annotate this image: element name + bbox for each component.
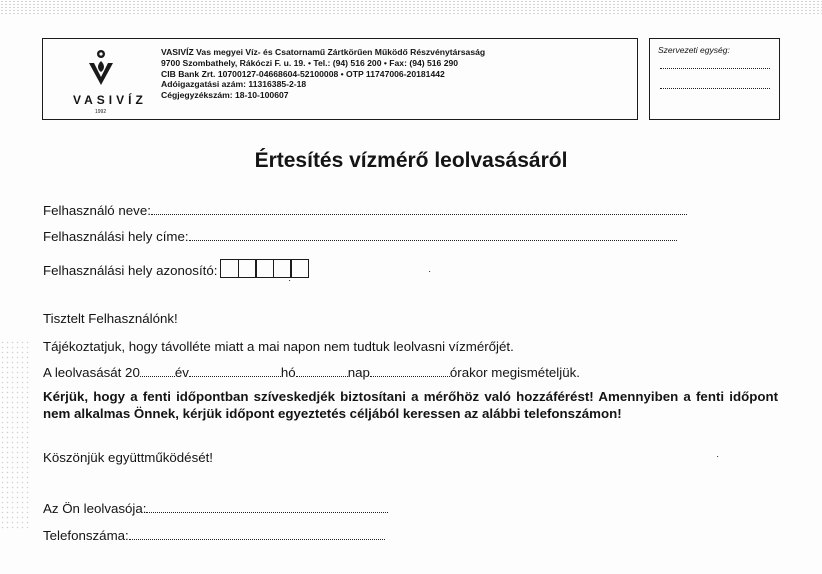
logo-wordmark: VASIVÍZ: [73, 93, 147, 107]
scan-noise-left: [0, 340, 30, 530]
year-label: év: [174, 365, 189, 380]
location-address-row: [43, 229, 677, 244]
company-tax-id: Adóigazgatási azám: 11316385-2-18: [161, 79, 307, 90]
hour-field[interactable]: [370, 375, 450, 377]
access-request-paragraph: Kérjük, hogy a fenti időpontban szíveskedjék biztosítani a mérőhöz való hozzáférést! Amennyiben a fenti időpont nem alkalmas Önnek, kérjük időpont egyeztetés céljából keressen az alábbi telefonszámon!: [43, 389, 778, 421]
company-name: VASIVÍZ Vas megyei Víz- és Csatornamű Zártkörűen Működő Részvénytársaság: [161, 47, 486, 57]
scan-mark: ⋅: [428, 267, 432, 278]
id-digit-box[interactable]: [290, 259, 309, 278]
letterhead: [42, 38, 638, 120]
phone-field[interactable]: [129, 538, 385, 540]
day-label: nap: [347, 365, 370, 380]
phone-label: Telefonszáma:: [43, 528, 129, 543]
location-id-label: Felhasználási hely azonosító:: [43, 263, 218, 278]
document-title: Értesítés vízmérő leolvasásáról: [254, 149, 568, 172]
phone-row: [43, 528, 385, 543]
month-label: hó: [280, 365, 296, 380]
thanks-text: Köszönjük együttműködését!: [43, 450, 214, 465]
reader-row: [43, 501, 388, 516]
id-digit-box[interactable]: [220, 259, 239, 278]
location-id-boxes[interactable]: [220, 259, 307, 281]
company-info: [161, 47, 485, 101]
company-address: 9700 Szombathely, Rákóczi F. u. 19. • Tel.: (94) 516 200 • Fax: (94) 516 290: [161, 57, 459, 68]
scan-mark: ⋅: [716, 452, 720, 463]
repeat-visit-row: [43, 365, 580, 380]
repeat-prefix: A leolvasását 20: [43, 365, 140, 380]
greeting: Tisztelt Felhasználónk!: [43, 311, 178, 326]
location-id-row: [43, 259, 307, 281]
unit-label: Szervezeti egység:: [658, 45, 730, 55]
id-digit-box[interactable]: [238, 259, 257, 278]
company-bank: CIB Bank Zrt. 10700127-04668604-52100008 • OTP 11747006-20181442: [161, 68, 445, 79]
user-name-label: Felhasználó neve:: [43, 203, 151, 218]
user-name-row: [43, 203, 687, 218]
year-field[interactable]: [140, 375, 175, 377]
company-registry: Cégjegyzékszám: 18-10-100607: [161, 90, 289, 101]
reader-field[interactable]: [146, 511, 388, 513]
user-name-field[interactable]: [151, 213, 687, 215]
location-address-label: Felhasználási hely címe:: [43, 229, 189, 244]
scan-mark: ⋅: [288, 276, 292, 287]
reader-label: Az Ön leolvasója:: [43, 501, 147, 516]
unit-line-1[interactable]: [660, 67, 770, 69]
month-field[interactable]: [189, 375, 281, 377]
id-digit-box[interactable]: [255, 259, 274, 278]
location-address-field[interactable]: [189, 239, 677, 241]
vasiviz-logo-icon: [81, 47, 121, 89]
logo-year: 1992: [95, 109, 107, 115]
unit-line-2[interactable]: [660, 87, 770, 89]
info-text: Tájékoztatjuk, hogy távolléte miatt a mai napon nem tudtuk leolvasni vízmérőjét.: [43, 339, 514, 354]
organizational-unit-box: [649, 38, 780, 120]
scan-noise-top: [0, 0, 822, 14]
day-field[interactable]: [296, 375, 348, 377]
repeat-suffix: órakor megismételjük.: [449, 365, 580, 380]
